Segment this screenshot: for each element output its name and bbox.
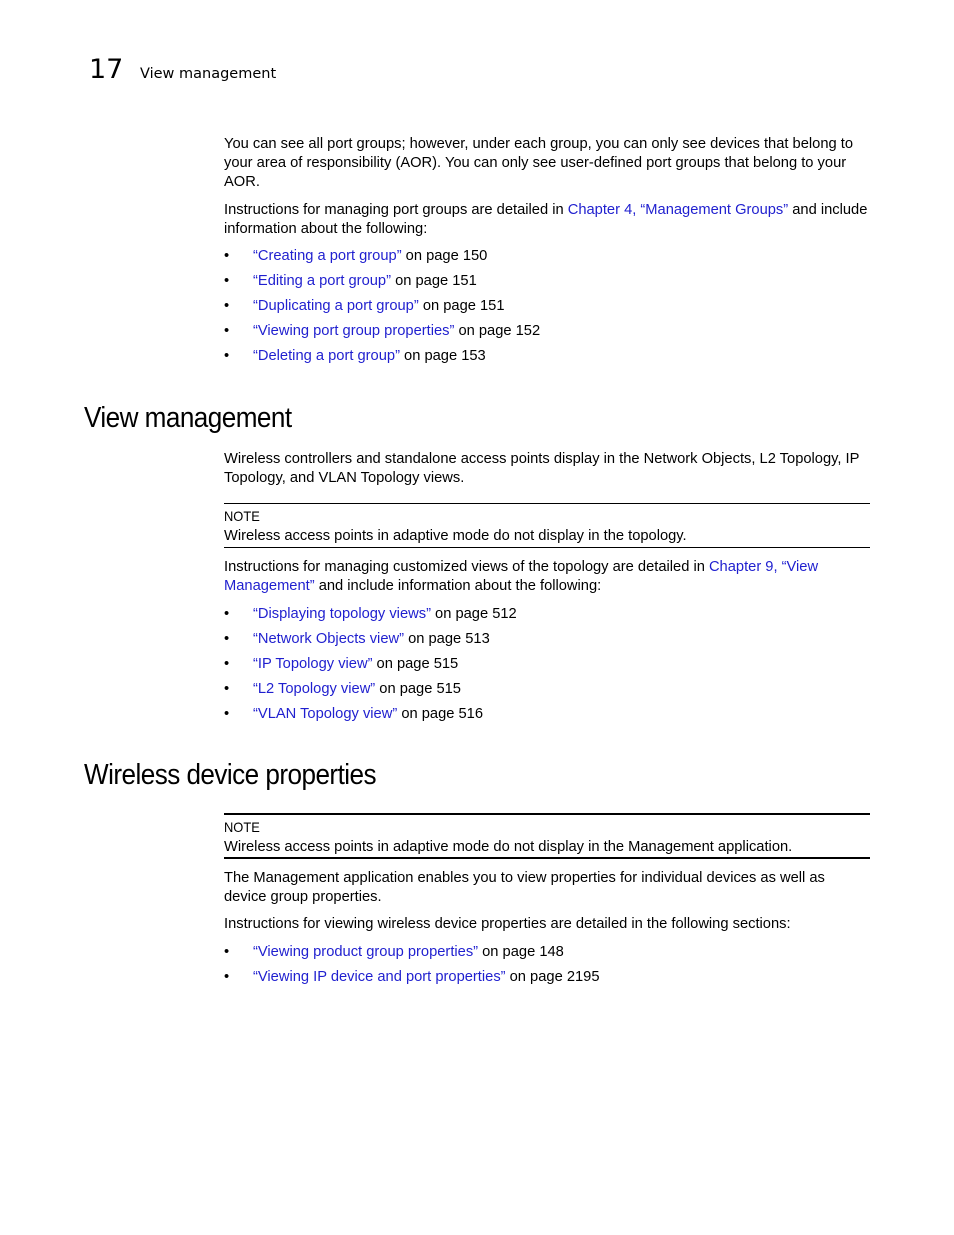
topology-view-bullet-list <box>224 605 870 730</box>
list-item <box>224 968 870 993</box>
page-ref: on page 152 <box>454 323 541 339</box>
list-item <box>224 605 870 630</box>
intro-para2-pre: Instructions for managing port groups are detailed in <box>224 202 568 218</box>
l2-topology-view-link[interactable]: “L2 Topology view” <box>253 681 376 697</box>
intro-paragraph-1 <box>224 135 870 192</box>
note-text: Wireless access points in adaptive mode do not display in the topology. <box>224 528 687 544</box>
list-item <box>224 943 870 968</box>
viewing-ip-device-port-properties-link[interactable]: “Viewing IP device and port properties” <box>253 969 506 985</box>
viewing-port-group-properties-link[interactable]: “Viewing port group properties” <box>253 323 455 339</box>
page-ref: on page 153 <box>399 348 486 364</box>
view-management-text: Wireless controllers and standalone access points display in the Network Objects, L2 Topology, IP Topology, and VLAN Topology views. <box>224 451 860 486</box>
page-ref: on page 515 <box>372 656 459 672</box>
bullet-icon: • <box>224 323 230 339</box>
creating-port-group-link[interactable]: “Creating a port group” <box>253 248 402 264</box>
list-item <box>224 272 870 297</box>
view-management-paragraph-2 <box>224 558 870 596</box>
page-ref: on page 515 <box>375 681 461 697</box>
list-item <box>224 655 870 680</box>
wireless-note <box>224 813 870 859</box>
wireless-text-1: The Management application enables you to view properties for individual devices as well as device group properties. <box>224 870 825 905</box>
chapter-4-link[interactable]: Chapter 4, “Management Groups” <box>567 202 789 218</box>
note-text: Wireless access points in adaptive mode do not display in the Management application. <box>224 839 793 855</box>
view-management-heading: View management <box>84 402 292 434</box>
bullet-icon: • <box>224 631 230 647</box>
list-item <box>224 247 870 272</box>
page-ref: on page 151 <box>390 273 477 289</box>
bullet-icon: • <box>224 944 230 960</box>
note-label: NOTE <box>224 819 260 835</box>
list-item <box>224 630 870 655</box>
view-mgmt-para2-post: and include information about the following: <box>314 578 602 594</box>
view-management-paragraph-1 <box>224 450 870 488</box>
wireless-paragraph-2 <box>224 915 870 934</box>
ip-topology-view-link[interactable]: “IP Topology view” <box>253 656 373 672</box>
bullet-icon: • <box>224 273 230 289</box>
bullet-icon: • <box>224 248 230 264</box>
intro-text: You can see all port groups; however, under each group, you can only see devices that belong to your area of responsibility (AOR). You can only see user-defined port groups that belong to your AOR. <box>224 136 853 190</box>
intro-para2-post: and include information about the following: <box>224 202 868 237</box>
page-ref: on page 516 <box>397 706 483 722</box>
list-item <box>224 322 870 347</box>
displaying-topology-views-link[interactable]: “Displaying topology views” <box>253 606 431 622</box>
view-management-note <box>224 503 870 548</box>
wireless-bullet-list <box>224 943 870 993</box>
page-ref: on page 151 <box>418 298 505 314</box>
deleting-port-group-link[interactable]: “Deleting a port group” <box>253 348 400 364</box>
bullet-icon: • <box>224 606 230 622</box>
bullet-icon: • <box>224 681 230 697</box>
page-ref: on page 148 <box>478 944 564 960</box>
list-item <box>224 680 870 705</box>
bullet-icon: • <box>224 348 230 364</box>
intro-paragraph-2 <box>224 201 870 239</box>
bullet-icon: • <box>224 969 230 985</box>
note-label: NOTE <box>224 508 260 524</box>
chapter-9-link[interactable]: Chapter 9, “View Management” <box>224 559 819 594</box>
running-header-title: View management <box>140 66 277 82</box>
port-group-bullet-list <box>224 247 870 372</box>
wireless-text-2: Instructions for viewing wireless device properties are detailed in the following sections: <box>224 916 791 932</box>
page-ref: on page 150 <box>401 248 488 264</box>
vlan-topology-view-link[interactable]: “VLAN Topology view” <box>253 706 398 722</box>
chapter-number: 17 <box>89 54 124 85</box>
duplicating-port-group-link[interactable]: “Duplicating a port group” <box>253 298 419 314</box>
list-item <box>224 705 870 730</box>
network-objects-view-link[interactable]: “Network Objects view” <box>253 631 404 647</box>
list-item <box>224 297 870 322</box>
bullet-icon: • <box>224 656 230 672</box>
page-ref: on page 513 <box>403 631 490 647</box>
viewing-product-group-properties-link[interactable]: “Viewing product group properties” <box>253 944 479 960</box>
bullet-icon: • <box>224 298 230 314</box>
editing-port-group-link[interactable]: “Editing a port group” <box>253 273 391 289</box>
wireless-device-properties-heading: Wireless device properties <box>84 759 377 791</box>
view-mgmt-para2-pre: Instructions for managing customized views of the topology are detailed in <box>224 559 709 575</box>
wireless-paragraph-1 <box>224 869 870 907</box>
page-ref: on page 512 <box>430 606 517 622</box>
bullet-icon: • <box>224 706 230 722</box>
list-item <box>224 347 870 372</box>
page-ref: on page 2195 <box>505 969 600 985</box>
